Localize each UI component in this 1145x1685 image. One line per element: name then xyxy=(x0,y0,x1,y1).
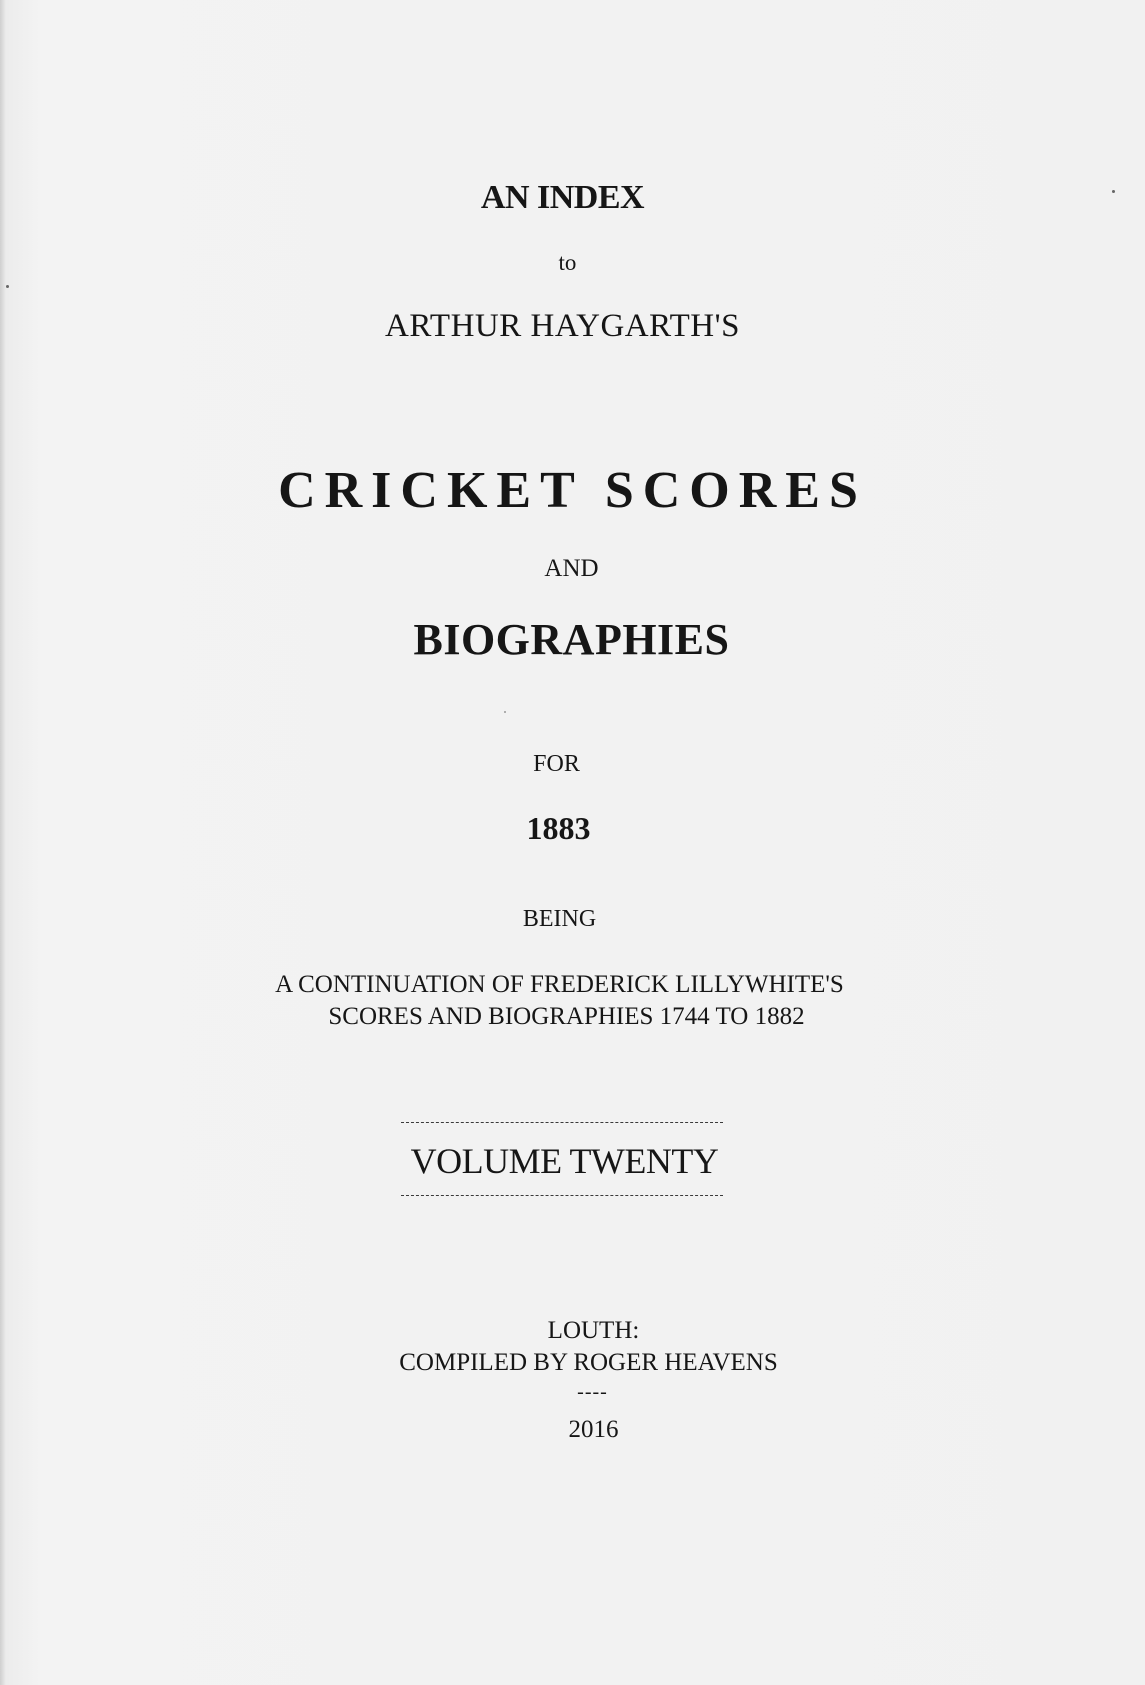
volume-top-rule xyxy=(401,1122,723,1123)
cover-separator: ---- xyxy=(577,1381,608,1403)
cover-volume: VOLUME TWENTY xyxy=(410,1141,719,1181)
cover-continuation-line1: A CONTINUATION OF FREDERICK LILLYWHITE'S xyxy=(275,971,844,998)
scan-speck xyxy=(1112,190,1115,193)
cover-author: ARTHUR HAYGARTH'S xyxy=(385,308,740,344)
volume-bottom-rule xyxy=(401,1195,723,1196)
cover-to: to xyxy=(558,250,577,275)
cover-being: BEING xyxy=(522,906,597,932)
cover-and: AND xyxy=(544,555,599,582)
cover-heading: AN INDEX xyxy=(480,179,645,216)
cover-continuation-line2: SCORES AND BIOGRAPHIES 1744 TO 1882 xyxy=(328,1003,805,1030)
cover-publication-year: 2016 xyxy=(568,1416,619,1443)
cover-for: FOR xyxy=(533,751,580,777)
cover-place: LOUTH: xyxy=(547,1317,640,1344)
cover-compiler: COMPILED BY ROGER HEAVENS xyxy=(399,1349,778,1376)
cover-title-main: CRICKET SCORES xyxy=(278,462,867,519)
scan-speck xyxy=(6,285,9,288)
cover-year-covered: 1883 xyxy=(526,810,591,846)
scan-speck xyxy=(504,711,506,713)
cover-title-sub: BIOGRAPHIES xyxy=(413,615,730,664)
